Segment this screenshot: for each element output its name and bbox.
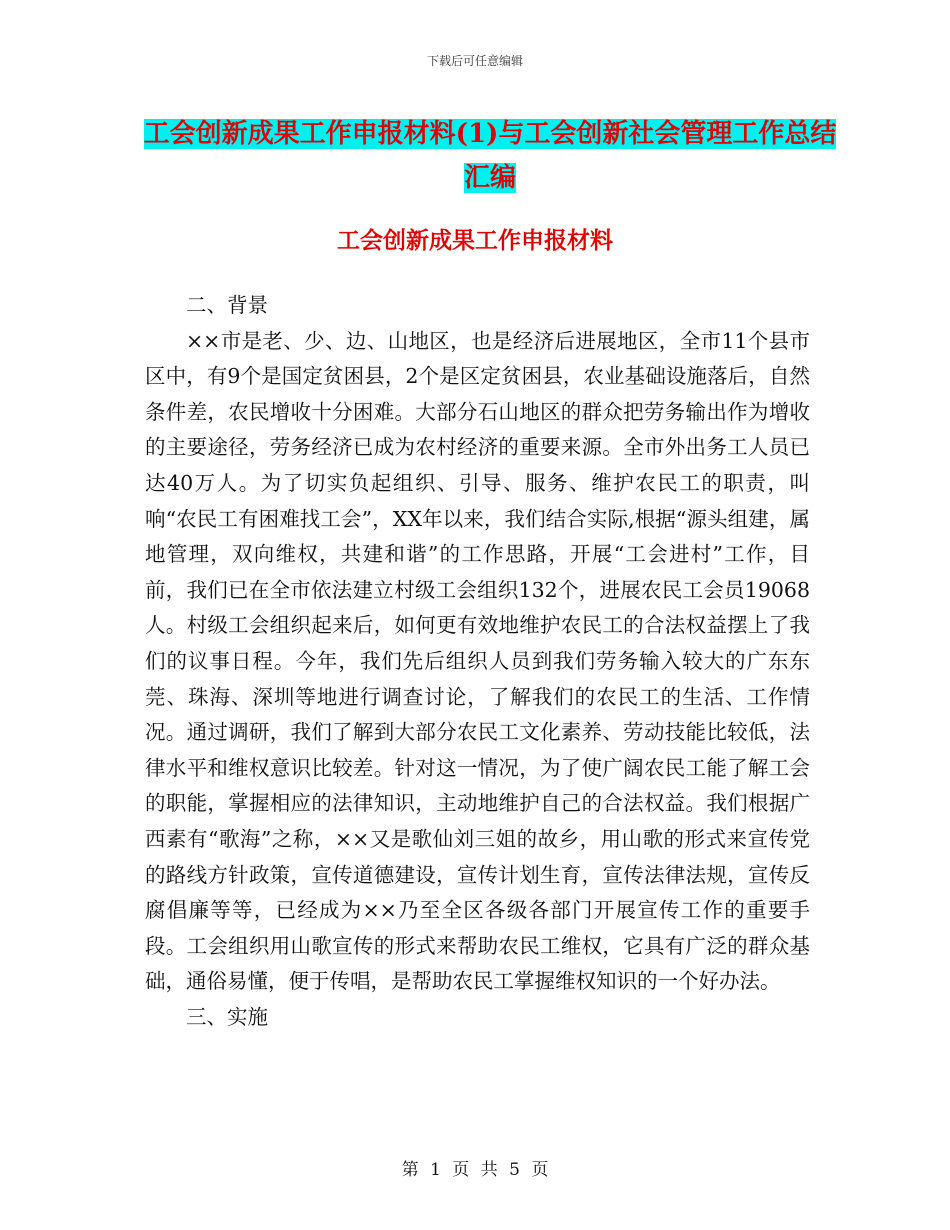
header-note: 下载后可任意编辑	[426, 54, 523, 68]
section-title: 工会创新成果工作申报材料	[337, 227, 613, 254]
heading-background: 二、背景	[186, 293, 268, 317]
body-paragraph: ××市是老、少、边、山地区，也是经济后进展地区，全市11个县市区中，有9个是国定贫困县，2个是区定贫困县，农业基础设施落后，自然条件差，农民增收十分困难。大部分石山地区的群众把劳务输出作为增收的主要途径，劳务经济已成为农村经济的重要来源。全市外出务工人员已达40万人。为了切实负起组织、引导、服务、维护农民工的职责，叫响“农民工有困难找工会”，XX年以来，我们结合实际,根据“源头组建，属地管理，双向维权，共建和谐”的工作思路，开展“工会进村”工作，目前，我们已在全市依法建立村级工会组织132个，进展农民工会员19068人。村级工会组织起来后，如何更有效地维护农民工的合法权益摆上了我们的议事日程。今年，我们先后组织人员到我们劳务输入较大的广东东莞、珠海、深圳等地进行调查讨论，了解我们的农民工的生活、工作情况。通过调研，我们了解到大部分农民工文化素养、劳动技能比较低，法律水平和维权意识比较差。针对这一情况，为了使广阔农民工能了解工会的职能，掌握相应的法律知识，主动地维护自己的合法权益。我们根据广西素有“歌海”之称，××又是歌仙刘三姐的故乡，用山歌的形式来宣传党的路线方针政策，宣传道德建设，宣传计划生育，宣传法律法规，宣传反腐倡廉等等，已经成为××乃至全区各级各部门开展宣传工作的重要手段。工会组织用山歌宣传的形式来帮助农民工维权，它具有广泛的群众基础，通俗易懂，便于传唱，是帮助农民工掌握维权知识的一个好办法。	[145, 328, 810, 994]
document-body	[145, 288, 810, 1035]
heading-implementation: 三、实施	[186, 1004, 268, 1029]
document-main-title	[140, 112, 840, 200]
main-title-text: 工会创新成果工作申报材料(1)与工会创新社会管理工作总结汇编	[143, 119, 837, 193]
page-indicator: 第 1 页 共 5 页	[401, 1160, 549, 1180]
